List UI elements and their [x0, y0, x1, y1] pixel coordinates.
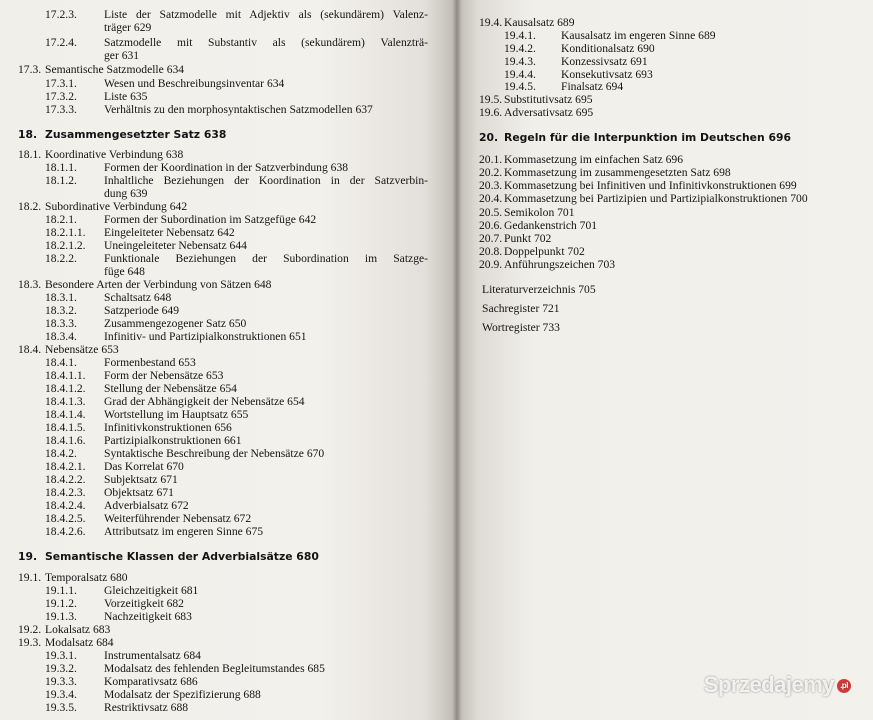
- toc-entry-title: Literaturverzeichnis 705: [482, 283, 596, 296]
- toc-entry-title: Grad der Abhängigkeit der Nebensätze 654: [104, 395, 305, 408]
- toc-entry-title: Subjektsatz 671: [104, 473, 178, 486]
- toc-entry-title: Partizipialkonstruktionen 661: [104, 434, 242, 447]
- toc-entry-title: Inhaltliche Beziehungen der Koordination in der Satzverbin-: [104, 174, 428, 187]
- toc-entry-title: Semikolon 701: [504, 206, 575, 219]
- toc-entry-number: 18.4.1.5.: [45, 421, 86, 434]
- toc-entry-number: 18.: [18, 128, 38, 141]
- toc-entry-number: 18.4.2.: [45, 447, 77, 460]
- toc-entry-number: 20.4.: [479, 192, 503, 205]
- toc-entry-number: 19.3.3.: [45, 675, 77, 688]
- toc-entry-title: Objektsatz 671: [104, 486, 174, 499]
- toc-entry-number: 18.4.1.6.: [45, 434, 86, 447]
- toc-entry-title: ger 631: [104, 49, 140, 62]
- toc-entry-number: 18.2.: [18, 200, 42, 213]
- toc-entry-title: Satzperiode 649: [104, 304, 180, 317]
- toc-entry-title: Doppelpunkt 702: [504, 245, 585, 258]
- toc-entry-title: Wortregister 733: [482, 321, 560, 334]
- toc-entry-number: 19.4.1.: [504, 29, 536, 42]
- toc-entry-title: Kommasetzung bei Partizipien und Partizipialkonstruktionen 700: [504, 192, 808, 205]
- toc-entry-title: Punkt 702: [504, 232, 552, 245]
- toc-entry-title: Temporalsatz 680: [45, 571, 128, 584]
- toc-entry-number: 18.3.3.: [45, 317, 77, 330]
- toc-entry-number: 18.4.1.: [45, 356, 77, 369]
- toc-entry-title: Anführungszeichen 703: [504, 258, 616, 271]
- watermark-logo: [704, 672, 851, 698]
- toc-entry-title: Kommasetzung im einfachen Satz 696: [504, 153, 684, 166]
- toc-entry-title: füge 648: [104, 265, 145, 278]
- toc-entry-number: 19.4.: [479, 16, 503, 29]
- toc-entry-title: Zusammengesetzter Satz 638: [45, 128, 227, 141]
- toc-entry-number: 19.3.5.: [45, 701, 77, 714]
- toc-entry-title: Kausalsatz im engeren Sinne 689: [561, 29, 716, 42]
- toc-entry-number: 19.1.1.: [45, 584, 77, 597]
- toc-entry-number: 18.2.1.2.: [45, 239, 86, 252]
- toc-entry-title: Liste 635: [104, 90, 148, 103]
- toc-entry-number: 18.3.4.: [45, 330, 77, 343]
- toc-entry-number: 18.4.2.2.: [45, 473, 86, 486]
- toc-entry-title: dung 639: [104, 187, 148, 200]
- toc-entry-title: Komparativsatz 686: [104, 675, 198, 688]
- toc-entry-number: 18.4.2.1.: [45, 460, 86, 473]
- toc-entry-number: 19.3.2.: [45, 662, 77, 675]
- toc-entry-number: 19.3.: [18, 636, 42, 649]
- toc-entry-title: Regeln für die Interpunktion im Deutschen 696: [504, 131, 791, 144]
- toc-entry-title: Gedankenstrich 701: [504, 219, 598, 232]
- toc-entry-title: Nebensätze 653: [45, 343, 119, 356]
- toc-entry-title: Semantische Klassen der Adverbialsätze 680: [45, 550, 319, 563]
- toc-entry-title: Wortstellung im Hauptsatz 655: [104, 408, 249, 421]
- toc-entry-number: 17.2.4.: [45, 36, 77, 49]
- toc-entry-title: träger 629: [104, 21, 152, 34]
- toc-entry-number: 18.3.: [18, 278, 42, 291]
- toc-entry-number: 19.3.4.: [45, 688, 77, 701]
- toc-entry-number: 19.3.1.: [45, 649, 77, 662]
- toc-entry-number: 19.5.: [479, 93, 503, 106]
- toc-entry-number: 20.5.: [479, 206, 503, 219]
- toc-entry-title: Modalsatz der Spezifizierung 688: [104, 688, 261, 701]
- toc-entry-title: Gleichzeitigkeit 681: [104, 584, 199, 597]
- toc-entry-number: 17.3.3.: [45, 103, 77, 116]
- toc-entry-title: Konsekutivsatz 693: [561, 68, 653, 81]
- toc-entry-number: 18.2.1.1.: [45, 226, 86, 239]
- toc-entry-title: Lokalsatz 683: [45, 623, 111, 636]
- toc-entry-number: 18.4.2.3.: [45, 486, 86, 499]
- watermark-dot: .pl: [837, 679, 851, 693]
- toc-entry-number: 18.2.2.: [45, 252, 77, 265]
- toc-entry-number: 18.4.1.3.: [45, 395, 86, 408]
- toc-entry-title: Funktionale Beziehungen der Subordination im Satzge-: [104, 252, 428, 265]
- toc-entry-title: Weiterführender Nebensatz 672: [104, 512, 252, 525]
- toc-entry-title: Substitutivsatz 695: [504, 93, 593, 106]
- toc-entry-number: 20.: [479, 131, 499, 144]
- toc-entry-title: Kausalsatz 689: [504, 16, 575, 29]
- toc-entry-number: 17.3.1.: [45, 77, 77, 90]
- toc-entry-number: 19.1.: [18, 571, 42, 584]
- toc-entry-number: 18.3.2.: [45, 304, 77, 317]
- toc-entry-number: 18.4.1.2.: [45, 382, 86, 395]
- toc-entry-title: Zusammengezogener Satz 650: [104, 317, 247, 330]
- toc-entry-number: 18.4.2.5.: [45, 512, 86, 525]
- toc-entry-number: 18.4.2.4.: [45, 499, 86, 512]
- toc-entry-title: Nachzeitigkeit 683: [104, 610, 192, 623]
- book-gutter: [452, 0, 462, 720]
- toc-entry-title: Formen der Koordination in der Satzverbindung 638: [104, 161, 349, 174]
- toc-entry-number: 19.4.2.: [504, 42, 536, 55]
- toc-entry-number: 19.2.: [18, 623, 42, 636]
- toc-entry-title: Konditionalsatz 690: [561, 42, 655, 55]
- toc-entry-number: 18.4.: [18, 343, 42, 356]
- toc-entry-title: Adversativsatz 695: [504, 106, 594, 119]
- watermark-text: Sprzedajemy: [703, 672, 834, 697]
- toc-entry-number: 20.8.: [479, 245, 503, 258]
- toc-entry-title: Koordinative Verbindung 638: [45, 148, 184, 161]
- toc-entry-number: 20.7.: [479, 232, 503, 245]
- toc-entry-title: Finalsatz 694: [561, 80, 624, 93]
- toc-entry-title: Besondere Arten der Verbindung von Sätzen 648: [45, 278, 272, 291]
- toc-entry-title: Eingeleiteter Nebensatz 642: [104, 226, 235, 239]
- toc-entry-title: Verhältnis zu den morphosyntaktischen Satzmodellen 637: [104, 103, 373, 116]
- toc-entry-number: 18.4.1.1.: [45, 369, 86, 382]
- toc-entry-title: Kommasetzung im zusammengesetzten Satz 698: [504, 166, 731, 179]
- toc-entry-number: 18.3.1.: [45, 291, 77, 304]
- toc-entry-number: 19.4.5.: [504, 80, 536, 93]
- toc-entry-title: Kommasetzung bei Infinitiven und Infinitivkonstruktionen 699: [504, 179, 797, 192]
- toc-entry-title: Adverbialsatz 672: [104, 499, 189, 512]
- toc-entry-number: 20.1.: [479, 153, 503, 166]
- toc-entry-title: Modalsatz 684: [45, 636, 114, 649]
- toc-entry-title: Form der Nebensätze 653: [104, 369, 224, 382]
- toc-entry-number: 18.1.2.: [45, 174, 77, 187]
- toc-entry-title: Subordinative Verbindung 642: [45, 200, 188, 213]
- toc-entry-title: Sachregister 721: [482, 302, 560, 315]
- toc-entry-title: Schaltsatz 648: [104, 291, 172, 304]
- toc-entry-title: Restriktivsatz 688: [104, 701, 189, 714]
- toc-entry-number: 18.1.1.: [45, 161, 77, 174]
- toc-entry-title: Liste der Satzmodelle mit Adjektiv als (sekundärem) Valenz-: [104, 8, 428, 21]
- toc-entry-number: 18.2.1.: [45, 213, 77, 226]
- toc-entry-number: 19.4.4.: [504, 68, 536, 81]
- toc-entry-number: 19.1.2.: [45, 597, 77, 610]
- toc-entry-title: Formenbestand 653: [104, 356, 196, 369]
- toc-entry-number: 19.6.: [479, 106, 503, 119]
- right-page: [457, 0, 873, 720]
- toc-entry-title: Das Korrelat 670: [104, 460, 184, 473]
- toc-entry-title: Infinitiv- und Partizipialkonstruktionen 651: [104, 330, 307, 343]
- toc-entry-number: 18.4.2.6.: [45, 525, 86, 538]
- toc-entry-title: Modalsatz des fehlenden Begleitumstandes 685: [104, 662, 325, 675]
- toc-entry-number: 19.1.3.: [45, 610, 77, 623]
- toc-entry-title: Satzmodelle mit Substantiv als (sekundärem) Valenzträ-: [104, 36, 428, 49]
- toc-entry-number: 20.9.: [479, 258, 503, 271]
- toc-entry-number: 17.3.: [18, 63, 42, 76]
- toc-entry-title: Formen der Subordination im Satzgefüge 642: [104, 213, 317, 226]
- toc-entry-title: Stellung der Nebensätze 654: [104, 382, 237, 395]
- toc-entry-title: Infinitivkonstruktionen 656: [104, 421, 232, 434]
- toc-entry-title: Konzessivsatz 691: [561, 55, 648, 68]
- toc-entry-title: Syntaktische Beschreibung der Nebensätze 670: [104, 447, 325, 460]
- toc-entry-title: Wesen und Beschreibungsinventar 634: [104, 77, 285, 90]
- toc-entry-title: Instrumentalsatz 684: [104, 649, 201, 662]
- toc-entry-number: 18.1.: [18, 148, 42, 161]
- toc-entry-title: Vorzeitigkeit 682: [104, 597, 184, 610]
- toc-entry-number: 18.4.1.4.: [45, 408, 86, 421]
- toc-entry-number: 19.: [18, 550, 38, 563]
- toc-entry-title: Attributsatz im engeren Sinne 675: [104, 525, 264, 538]
- toc-entry-number: 20.2.: [479, 166, 503, 179]
- toc-entry-number: 17.2.3.: [45, 8, 77, 21]
- toc-entry-number: 20.3.: [479, 179, 503, 192]
- toc-entry-title: Uneingeleiteter Nebensatz 644: [104, 239, 247, 252]
- toc-entry-title: Semantische Satzmodelle 634: [45, 63, 185, 76]
- toc-entry-number: 19.4.3.: [504, 55, 536, 68]
- toc-entry-number: 17.3.2.: [45, 90, 77, 103]
- toc-entry-number: 20.6.: [479, 219, 503, 232]
